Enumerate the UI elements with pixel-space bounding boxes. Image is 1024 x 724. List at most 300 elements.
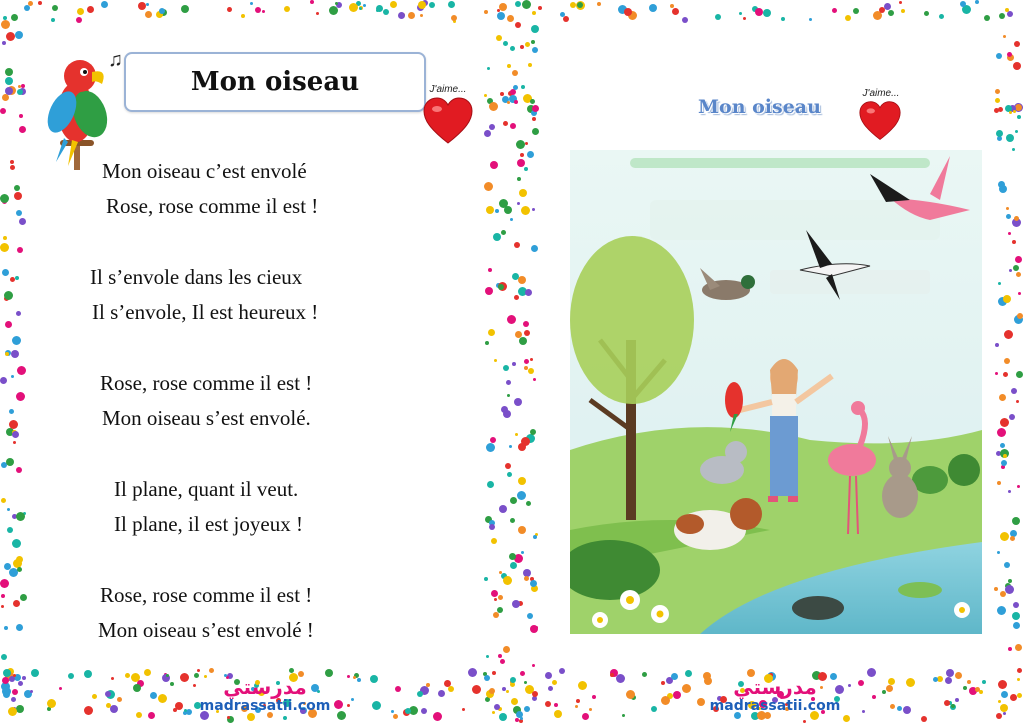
confetti-dot [0,194,9,203]
confetti-dot [597,2,601,6]
confetti-dot [651,706,657,712]
confetti-dot [1013,62,1021,70]
confetti-dot [420,14,423,17]
svg-text:♫: ♫ [108,49,123,71]
confetti-dot [649,4,657,12]
confetti-dot [532,691,538,697]
confetti-dot [901,9,905,13]
parrot-illustration [38,42,136,170]
brand-url: madrassatii.com [709,698,841,714]
confetti-dot [673,691,681,699]
confetti-dot [503,41,508,46]
confetti-dot [16,624,23,631]
confetti-dot [1000,443,1005,448]
confetti-dot [335,2,338,5]
confetti-dot [484,10,488,14]
confetti-dot [497,607,503,613]
confetti-dot [6,32,15,41]
confetti-dot [524,359,529,364]
confetti-dot [996,53,1002,59]
confetti-dot [490,437,496,443]
confetti-dot [17,567,22,572]
confetti-dot [507,472,512,477]
confetti-dot [433,712,442,721]
confetti-dot [76,17,82,23]
confetti-dot [5,352,9,356]
confetti-dot [383,9,389,15]
confetti-dot [484,94,487,97]
confetti-dot [879,7,885,13]
confetti-dot [1014,216,1019,221]
confetti-dot [1004,562,1010,568]
confetti-dot [763,9,771,17]
confetti-dot [1015,644,1022,651]
confetti-dot [739,12,742,15]
confetti-dot [484,182,493,191]
confetti-dot [526,501,531,506]
confetti-dot [136,712,142,718]
confetti-dot [505,463,511,469]
confetti-dot [903,706,911,714]
poem-line: Rose, rose comme il est ! [100,583,313,607]
confetti-dot [250,2,253,5]
confetti-dot [148,712,155,719]
confetti-dot [998,282,1001,285]
confetti-dot [514,398,522,406]
confetti-dot [493,612,499,618]
poem-line: Il plane, quant il veut. [114,477,299,501]
confetti-dot [507,394,510,397]
confetti-dot [672,8,679,15]
confetti-dot [867,668,876,677]
confetti-dot [520,45,524,49]
confetti-dot [872,695,876,699]
brand-url: madrassatii.com [199,698,331,714]
confetti-dot [1003,454,1007,458]
confetti-dot [391,710,394,713]
poem-line: Mon oiseau s’est envolé ! [98,618,314,642]
confetti-dot [1001,691,1008,698]
confetti-dot [755,8,763,16]
confetti-dot [682,17,688,23]
confetti-dot [16,467,22,473]
confetti-dot [1017,693,1022,698]
confetti-dot [946,669,954,677]
confetti-dot [491,590,498,597]
confetti-dot [12,431,19,438]
confetti-dot [1010,536,1015,541]
confetti-dot [516,140,525,149]
confetti-dot [642,672,647,677]
confetti-dot [997,428,1006,437]
confetti-dot [886,685,893,692]
confetti-dot [491,538,497,544]
confetti-dot [1017,678,1020,681]
confetti-dot [10,165,15,170]
confetti-dot [525,289,532,296]
confetti-dot [520,153,524,157]
confetti-dot [661,681,665,685]
confetti-dot [10,160,14,164]
confetti-dot [945,677,952,684]
like-label: J'aime... [429,84,467,95]
confetti-dot [31,669,39,677]
confetti-dot [1011,388,1017,394]
confetti-dot [548,686,553,691]
confetti-dot [532,47,538,53]
confetti-dot [512,273,519,280]
confetti-dot [2,269,9,276]
confetti-dot [530,580,537,587]
confetti-dot [715,14,721,20]
confetti-dot [518,443,526,451]
confetti-dot [0,108,6,114]
confetti-dot [101,1,108,8]
confetti-dot [1015,256,1022,263]
confetti-dot [1,654,7,660]
confetti-dot [19,218,26,225]
confetti-dot [504,206,512,214]
confetti-dot [527,613,533,619]
confetti-dot [578,681,587,690]
confetti-dot [517,491,526,500]
confetti-dot [16,556,23,563]
confetti-dot [510,518,515,523]
confetti-dot [390,1,397,8]
confetti-dot [12,689,18,695]
confetti-dot [862,710,865,713]
confetti-dot [489,102,498,111]
confetti-dot [418,1,426,9]
confetti-dot [499,505,507,513]
confetti-dot [497,12,505,20]
confetti-dot [417,691,423,697]
confetti-dot [241,14,245,18]
confetti-dot [781,17,785,21]
confetti-dot [575,705,578,708]
confetti-dot [897,706,902,711]
confetti-dot [582,713,589,720]
confetti-dot [1013,602,1019,608]
confetti-dot [17,366,26,375]
confetti-dot [514,295,519,300]
confetti-dot [1009,269,1012,272]
confetti-dot [531,25,539,33]
confetti-dot [997,551,1000,554]
confetti-dot [15,31,23,39]
confetti-dot [487,481,494,488]
confetti-dot [955,672,962,679]
confetti-dot [1004,330,1013,339]
confetti-dot [145,11,152,18]
confetti-dot [47,699,56,708]
confetti-dot [933,677,938,682]
confetti-dot [1,20,10,29]
confetti-dot [484,577,488,581]
confetti-dot [105,691,111,697]
confetti-dot [1000,532,1009,541]
confetti-dot [12,336,21,345]
confetti-dot [7,508,10,511]
confetti-dot [944,700,950,706]
confetti-dot [14,192,22,200]
confetti-dot [17,247,23,253]
confetti-dot [13,441,16,444]
confetti-dot [994,108,999,113]
confetti-dot [13,674,16,677]
poem-line: Il s’envole dans les cieux [90,265,303,289]
confetti-dot [1,605,4,608]
confetti-dot [995,372,998,375]
confetti-dot [16,311,21,316]
confetti-dot [994,587,998,591]
poem-line: Il s’envole, Il est heureux ! [92,300,319,324]
confetti-dot [589,708,592,711]
confetti-dot [510,497,517,504]
stanza [90,260,438,330]
confetti-dot [533,535,537,539]
confetti-dot [0,243,9,252]
confetti-dot [843,715,850,722]
confetti-dot [1015,130,1018,133]
confetti-dot [519,337,527,345]
confetti-dot [559,668,565,674]
confetti-dot [503,121,508,126]
decorative-border-middle [484,0,540,724]
confetti-dot [503,646,510,653]
confetti-dot [262,10,265,13]
confetti-dot [159,8,165,14]
stanza [98,578,438,648]
confetti-dot [509,553,516,560]
confetti-dot [133,684,141,692]
confetti-dot [444,680,451,687]
confetti-dot [1009,414,1015,420]
confetti-dot [19,126,26,133]
confetti-dot [489,688,495,694]
confetti-dot [158,694,167,703]
confetti-dot [376,5,383,12]
confetti-dot [488,329,495,336]
confetti-dot [77,8,84,15]
confetti-dot [173,708,177,712]
confetti-dot [498,595,503,600]
confetti-dot [501,406,508,413]
confetti-dot [22,676,26,680]
confetti-dot [576,699,580,703]
confetti-dot [524,330,530,336]
confetti-dot [853,8,859,14]
confetti-dot [888,678,895,685]
confetti-dot [1003,712,1006,715]
confetti-dot [809,18,812,21]
confetti-dot [963,686,967,690]
confetti-dot [3,669,11,677]
confetti-dot [1010,694,1017,701]
confetti-dot [906,678,915,687]
confetti-dot [1,594,5,598]
confetti-dot [227,7,232,12]
confetti-dot [524,167,528,171]
poem-text [90,154,438,684]
confetti-dot [1012,612,1020,620]
confetti-dot [518,477,526,485]
confetti-dot [316,12,319,15]
confetti-dot [283,716,287,720]
confetti-dot [518,526,526,534]
confetti-dot [1003,35,1006,38]
park-scene-illustration [570,150,982,634]
confetti-dot [616,674,625,683]
confetti-dot [1007,52,1012,57]
confetti-dot [661,696,670,705]
confetti-dot [519,189,527,197]
confetti-dot [671,673,678,680]
confetti-dot [845,15,851,21]
confetti-dot [17,89,23,95]
confetti-dot [528,63,532,67]
confetti-dot [975,687,980,692]
confetti-dot [146,3,149,6]
confetti-dot [506,380,511,385]
poem-line: Il plane, il est joyeux ! [114,512,303,536]
confetti-dot [518,276,526,284]
confetti-dot [521,85,525,89]
confetti-dot [5,87,13,95]
confetti-dot [1017,485,1020,488]
confetti-dot [984,15,990,21]
confetti-dot [514,242,520,248]
confetti-dot [489,124,495,130]
confetti-dot [496,35,502,41]
confetti-dot [52,5,58,11]
confetti-dot [888,10,894,16]
confetti-dot [507,101,510,104]
confetti-dot [38,1,42,5]
confetti-dot [486,206,494,214]
confetti-dot [743,17,746,20]
confetti-dot [530,429,536,435]
brand-logo-left [180,676,350,714]
confetti-dot [1012,517,1020,525]
confetti-dot [884,3,891,10]
confetti-dot [528,368,534,374]
confetti-dot [485,287,493,295]
confetti-dot [472,685,481,694]
confetti-dot [1017,313,1023,319]
confetti-dot [4,626,8,630]
confetti-dot [501,230,506,235]
confetti-dot [521,551,524,554]
brand-arabic-name: مدرستي [733,675,817,699]
confetti-dot [513,85,518,90]
confetti-dot [890,704,895,709]
confetti-dot [2,41,6,45]
confetti-dot [999,394,1006,401]
confetti-dot [533,378,536,381]
confetti-dot [515,331,522,338]
confetti-dot [563,16,569,22]
confetti-dot [997,606,1006,615]
confetti-dot [68,673,74,679]
confetti-dot [996,130,1003,137]
confetti-dot [1006,207,1009,210]
confetti-dot [510,677,516,683]
confetti-dot [512,70,518,76]
confetti-dot [448,686,454,692]
confetti-dot [525,42,530,47]
confetti-dot [531,245,538,252]
heart-icon [858,100,902,142]
confetti-dot [1008,232,1011,235]
confetti-dot [363,4,366,7]
confetti-dot [1016,272,1021,277]
confetti-dot [329,6,338,15]
confetti-dot [1004,358,1010,364]
confetti-dot [967,680,971,684]
confetti-dot [503,365,509,371]
confetti-dot [14,185,20,191]
confetti-dot [592,695,596,699]
confetti-dot [1008,490,1011,493]
confetti-dot [495,209,499,213]
confetti-dot [484,675,490,681]
confetti-dot [9,409,14,414]
confetti-dot [610,673,614,677]
confetti-dot [448,1,455,8]
confetti-dot [493,233,501,241]
confetti-dot [514,100,518,104]
confetti-dot [13,600,20,607]
confetti-dot [1003,372,1008,377]
confetti-dot [59,687,62,690]
stanza [98,366,438,436]
confetti-dot [28,1,33,6]
confetti-dot [624,8,632,16]
confetti-dot [421,708,427,714]
confetti-dot [530,99,535,104]
confetti-dot [1013,110,1016,113]
confetti-dot [921,716,927,722]
confetti-dot [960,1,966,7]
confetti-dot [1015,104,1022,111]
confetti-dot [1006,214,1011,219]
confetti-dot [525,142,528,145]
confetti-dot [517,177,521,181]
confetti-dot [626,690,635,699]
confetti-dot [138,2,146,10]
confetti-dot [1013,265,1019,271]
confetti-dot [7,527,13,533]
right-page [540,24,994,668]
confetti-dot [20,594,27,601]
left-page [28,24,484,668]
confetti-dot [1013,622,1020,629]
brand-arabic-name: مدرستي [223,675,307,699]
page-title: Mon oiseau [698,96,821,118]
confetti-dot [181,5,189,13]
like-label: J'aime... [862,88,900,99]
confetti-dot [515,22,521,28]
confetti-dot [1014,41,1020,47]
confetti-dot [393,714,398,719]
confetti-dot [999,13,1005,19]
confetti-dot [498,654,502,658]
confetti-dot [552,680,557,685]
poem-title: Mon oiseau [124,52,426,112]
confetti-dot [87,6,94,13]
confetti-dot [494,359,497,362]
